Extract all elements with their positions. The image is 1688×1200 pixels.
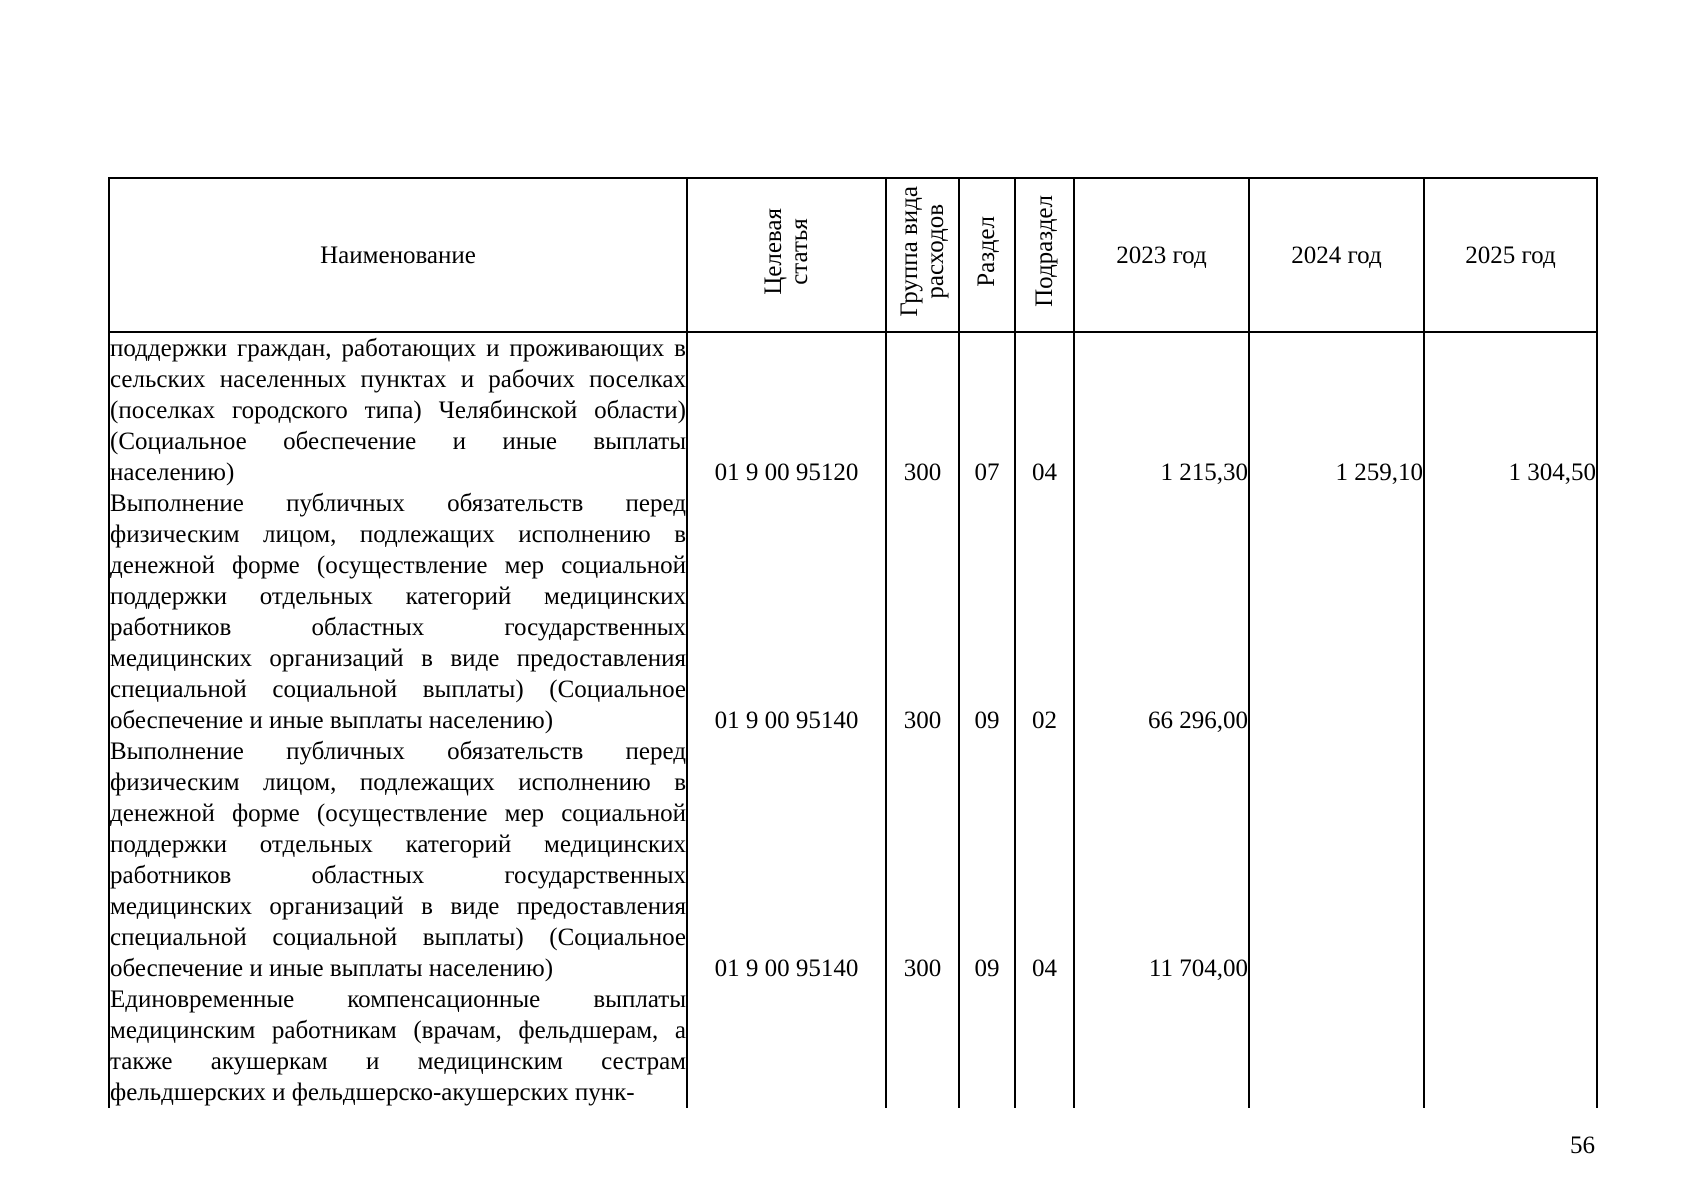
table-row (109, 984, 1597, 1108)
row-subsection: 04 (1015, 736, 1074, 984)
row-2025 (1424, 984, 1597, 1108)
row-subsection: 02 (1015, 488, 1074, 736)
row-target-article: 01 9 00 95140 (687, 488, 886, 736)
row-2023: 66 296,00 (1074, 488, 1249, 736)
row-section (959, 984, 1015, 1108)
row-expense-group: 300 (886, 736, 959, 984)
row-2024: 1 259,10 (1249, 332, 1424, 488)
row-2023 (1074, 984, 1249, 1108)
header-2023: 2023 год (1074, 178, 1249, 332)
row-2024 (1249, 736, 1424, 984)
header-expense-group: Группа вида расходов (886, 178, 959, 332)
table-row (109, 332, 1597, 488)
row-target-article (687, 984, 886, 1108)
row-2025 (1424, 488, 1597, 736)
header-name: Наименование (109, 178, 687, 332)
header-subsection: Подраздел (1015, 178, 1074, 332)
row-2024 (1249, 984, 1424, 1108)
row-subsection (1015, 984, 1074, 1108)
table-row (109, 736, 1597, 984)
header-2025: 2025 год (1424, 178, 1597, 332)
row-2024 (1249, 488, 1424, 736)
row-name: Выполнение публичных обязательств перед физическим лицом, подлежащих исполнению в денежной форме (осуществление мер социальной поддержки отдельных категорий медицинских работников областных государственных медицинских организаций в виде предоставления специальной социальной выплаты) (Социальное обеспечение и иные выплаты населению) (110, 738, 686, 982)
row-name: Единовременные компенсационные выплаты медицинским работникам (врачам, фельдшерам, а также акушеркам и медицинским сестрам фельдшерских и фельдшерско-акушерских пунк- (110, 986, 686, 1106)
header-target-article: Целевая статья (687, 178, 886, 332)
page-number: 56 (1570, 1132, 1595, 1159)
row-target-article: 01 9 00 95120 (687, 332, 886, 488)
row-expense-group: 300 (886, 488, 959, 736)
row-section: 09 (959, 736, 1015, 984)
row-section: 09 (959, 488, 1015, 736)
row-expense-group (886, 984, 959, 1108)
row-target-article: 01 9 00 95140 (687, 736, 886, 984)
row-name: Выполнение публичных обязательств перед физическим лицом, подлежащих исполнению в денежной форме (осуществление мер социальной поддержки отдельных категорий медицинских работников областных государственных медицинских организаций в виде предоставления специальной социальной выплаты) (Социальное обеспечение и иные выплаты населению) (110, 490, 686, 734)
budget-table (108, 177, 1598, 1108)
row-2023: 1 215,30 (1074, 332, 1249, 488)
row-section: 07 (959, 332, 1015, 488)
header-2024: 2024 год (1249, 178, 1424, 332)
header-section: Раздел (959, 178, 1015, 332)
row-2023: 11 704,00 (1074, 736, 1249, 984)
row-expense-group: 300 (886, 332, 959, 488)
row-name: поддержки граждан, работающих и проживающих в сельских населенных пунктах и рабочих поселках (поселках городского типа) Челябинской области) (Социальное обеспечение и иные выплаты населению) (109, 332, 687, 488)
table-header-row (109, 178, 1597, 332)
table-row (109, 488, 1597, 736)
row-subsection: 04 (1015, 332, 1074, 488)
row-2025 (1424, 736, 1597, 984)
row-2025: 1 304,50 (1424, 332, 1597, 488)
